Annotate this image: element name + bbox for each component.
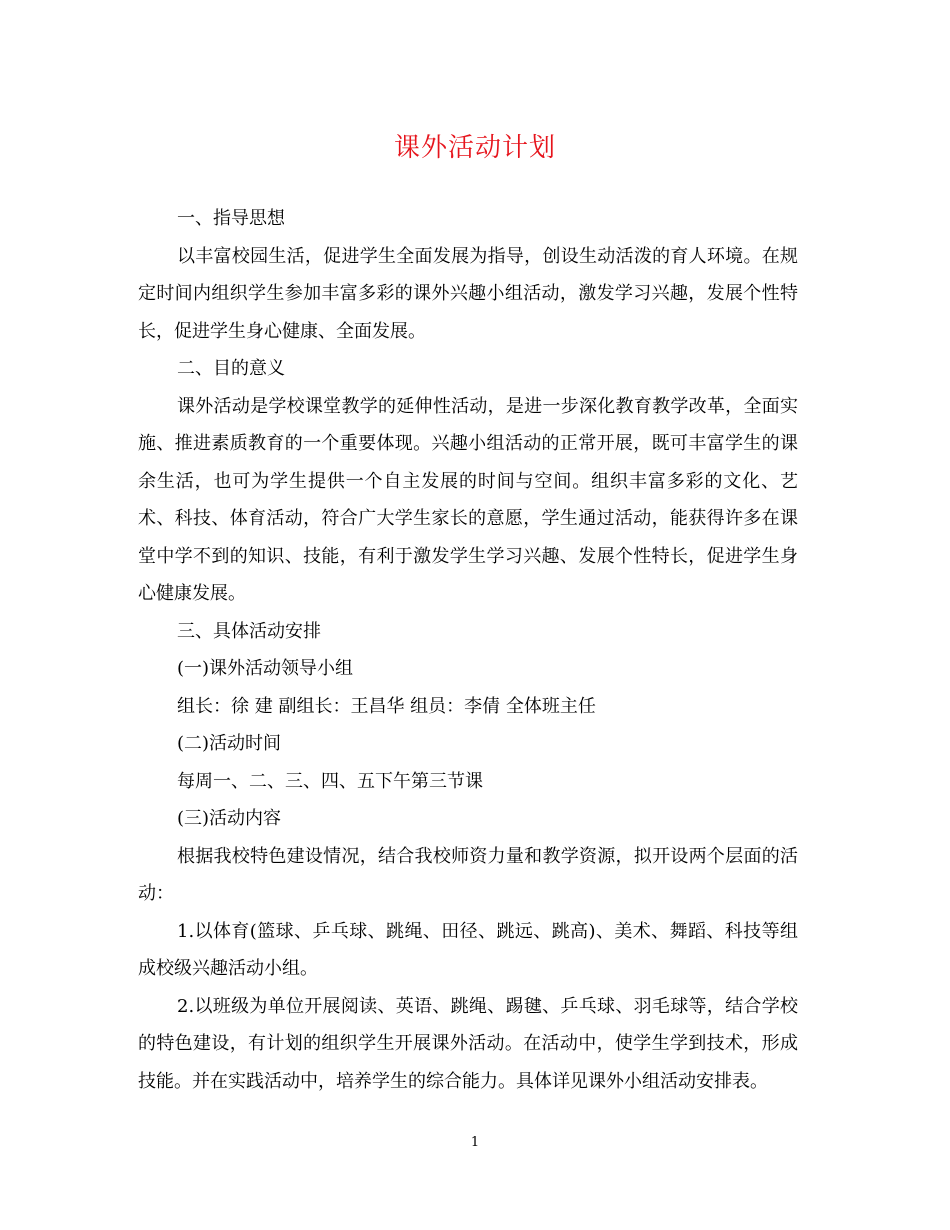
document-body: [138, 200, 798, 1100]
subheading-leadership-group: (一)课外活动领导小组: [177, 658, 354, 679]
document-title: 课外活动计划: [393, 133, 556, 163]
heading-arrangements: 三、具体活动安排: [177, 620, 321, 642]
paragraph-activity-content: 根据我校特色建设情况，结合我校师资力量和教学资源，拟开设两个层面的活动：: [138, 845, 798, 904]
paragraph-activity-time: 每周一、二、三、四、五下午第三节课: [177, 770, 483, 792]
paragraph-leadership-members: 组长：徐 建 副组长：王昌华 组员：李倩 全体班主任: [177, 695, 596, 717]
page-number: 1: [470, 1135, 480, 1150]
paragraph-guiding-ideology: 以丰富校园生活，促进学生全面发展为指导，创设生动活泼的育人环境。在规定时间内组织学生参加丰富多彩的课外兴趣小组活动，激发学习兴趣，发展个性特长，促进学生身心健康、全面发展。: [138, 245, 798, 342]
heading-purpose: 二、目的意义: [177, 358, 285, 379]
list-item-school-level: 1.以体育(篮球、乒乓球、跳绳、田径、跳远、跳高)、美术、舞蹈、科技等组成校级兴趣活动小组。: [138, 920, 798, 979]
subheading-activity-time: (二)活动时间: [177, 733, 282, 754]
heading-guiding-ideology: 一、指导思想: [177, 208, 285, 229]
paragraph-purpose: 课外活动是学校课堂教学的延伸性活动，是进一步深化教育教学改革，全面实施、推进素质教育的一个重要体现。兴趣小组活动的正常开展，既可丰富学生的课余生活，也可为学生提供一个自主发展的时间与空间。组织丰富多彩的文化、艺术、科技、体育活动，符合广大学生家长的意愿，学生通过活动，能获得许多在课堂中学不到的知识、技能，有利于激发学生学习兴趣、发展个性特长，促进学生身心健康发展。: [138, 395, 798, 604]
subheading-activity-content: (三)活动内容: [177, 808, 282, 829]
list-item-class-level: 2.以班级为单位开展阅读、英语、跳绳、踢毽、乒乓球、羽毛球等，结合学校的特色建设，有计划的组织学生开展课外活动。在活动中，使学生学到技术，形成技能。并在实践活动中，培养学生的综合能力。具体详见课外小组活动安排表。: [138, 995, 798, 1092]
